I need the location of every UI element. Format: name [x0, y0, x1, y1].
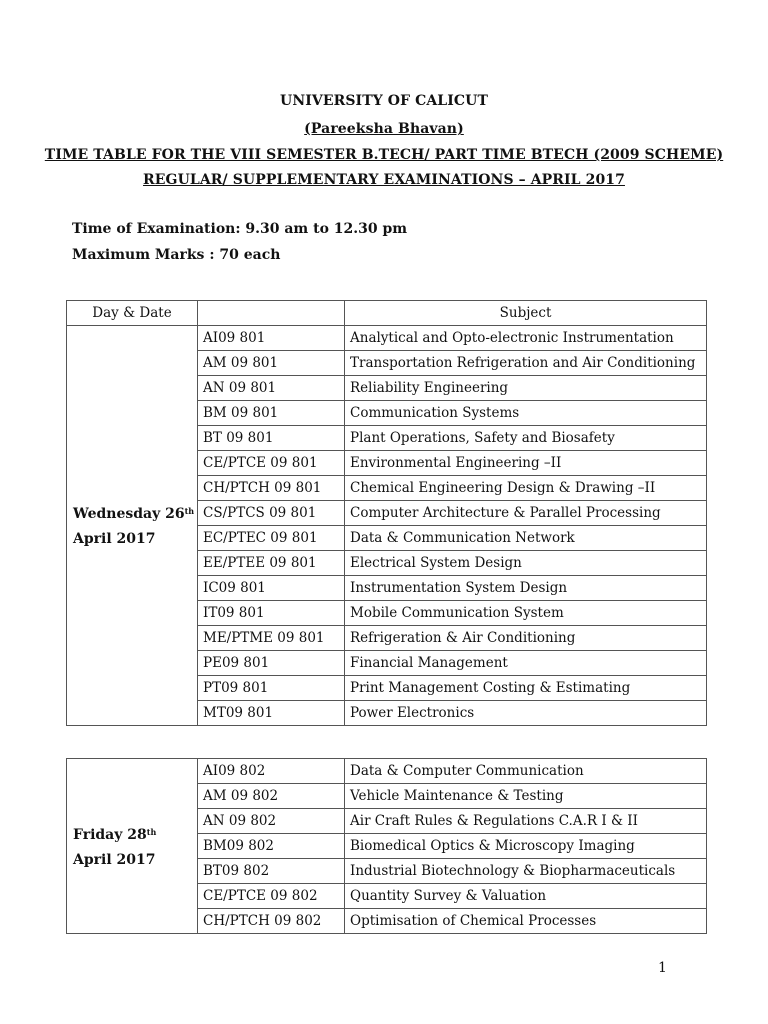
day-date-cell: [67, 759, 198, 934]
course-code: EE/PTEE 09 801: [198, 551, 345, 576]
subject-name: Vehicle Maintenance & Testing: [345, 784, 707, 809]
subject-name: Biomedical Optics & Microscopy Imaging: [345, 834, 707, 859]
day-name-text: Wednesday 26: [73, 506, 185, 522]
course-code: EC/PTEC 09 801: [198, 526, 345, 551]
course-code: AN 09 802: [198, 809, 345, 834]
course-code: PT09 801: [198, 676, 345, 701]
subject-name: Reliability Engineering: [345, 376, 707, 401]
course-code: BT09 802: [198, 859, 345, 884]
subject-name: Instrumentation System Design: [345, 576, 707, 601]
page-number: 1: [658, 960, 667, 976]
table-row: [67, 326, 707, 351]
subject-name: Analytical and Opto-electronic Instrumentation: [345, 326, 707, 351]
day-suffix: th: [184, 506, 195, 516]
course-code: MT09 801: [198, 701, 345, 726]
subject-name: Electrical System Design: [345, 551, 707, 576]
day-date-cell: [67, 326, 198, 726]
course-code: AM 09 802: [198, 784, 345, 809]
course-code: PE09 801: [198, 651, 345, 676]
subject-name: Data & Computer Communication: [345, 759, 707, 784]
subject-name: Transportation Refrigeration and Air Conditioning: [345, 351, 707, 376]
course-code: CE/PTCE 09 801: [198, 451, 345, 476]
subject-name: Computer Architecture & Parallel Processing: [345, 501, 707, 526]
course-code: BM09 802: [198, 834, 345, 859]
course-code: CH/PTCH 09 802: [198, 909, 345, 934]
course-code: IT09 801: [198, 601, 345, 626]
day-name-text: Friday 28: [73, 826, 147, 843]
day-name: [73, 820, 192, 848]
day-month: April 2017: [73, 531, 156, 547]
course-code: AI09 801: [198, 326, 345, 351]
course-code: CS/PTCS 09 801: [198, 501, 345, 526]
subject-name: Print Management Costing & Estimating: [345, 676, 707, 701]
timetable-title-text: TIME TABLE FOR THE VIII SEMESTER B.TECH/ PART TIME BTECH (2009 SCHEME): [44, 147, 724, 163]
timetable-table-2: [66, 758, 707, 934]
exam-title: [0, 172, 768, 188]
exam-time: Time of Examination: 9.30 am to 12.30 pm: [72, 221, 408, 237]
subject-name: Air Craft Rules & Regulations C.A.R I & II: [345, 809, 707, 834]
course-code: CE/PTCE 09 802: [198, 884, 345, 909]
day-month: April 2017: [73, 851, 156, 868]
subject-name: Refrigeration & Air Conditioning: [345, 626, 707, 651]
subject-name: Mobile Communication System: [345, 601, 707, 626]
subject-name: Data & Communication Network: [345, 526, 707, 551]
timetable-title: [0, 147, 768, 163]
timetable-2-body: [67, 759, 707, 934]
exam-title-text: REGULAR/ SUPPLEMENTARY EXAMINATIONS – APRIL 2017: [143, 172, 625, 188]
course-code: BT 09 801: [198, 426, 345, 451]
university-title: UNIVERSITY OF CALICUT: [280, 93, 488, 109]
subject-name: Quantity Survey & Valuation: [345, 884, 707, 909]
course-code: IC09 801: [198, 576, 345, 601]
subject-name: Plant Operations, Safety and Biosafety: [345, 426, 707, 451]
day-name: [73, 499, 195, 527]
course-code: AM 09 801: [198, 351, 345, 376]
office-text: (Pareeksha Bhavan): [304, 121, 464, 137]
day-suffix: th: [146, 826, 157, 837]
subject-name: Optimisation of Chemical Processes: [345, 909, 707, 934]
course-code: AI09 802: [198, 759, 345, 784]
timetable-table-1: [66, 300, 707, 726]
course-code: ME/PTME 09 801: [198, 626, 345, 651]
course-code: BM 09 801: [198, 401, 345, 426]
col-header-day: Day & Date: [67, 301, 198, 326]
timetable-1-body: [67, 301, 707, 726]
subject-name: Power Electronics: [345, 701, 707, 726]
table-row: [67, 759, 707, 784]
table-header-row: [67, 301, 707, 326]
office-title: [0, 121, 768, 137]
subject-name: Environmental Engineering –II: [345, 451, 707, 476]
subject-name: Industrial Biotechnology & Biopharmaceuticals: [345, 859, 707, 884]
col-header-subject: Subject: [345, 301, 707, 326]
max-marks: Maximum Marks : 70 each: [72, 247, 281, 263]
course-code: CH/PTCH 09 801: [198, 476, 345, 501]
course-code: AN 09 801: [198, 376, 345, 401]
col-header-code: [198, 301, 345, 326]
subject-name: Chemical Engineering Design & Drawing –II: [345, 476, 707, 501]
subject-name: Communication Systems: [345, 401, 707, 426]
subject-name: Financial Management: [345, 651, 707, 676]
